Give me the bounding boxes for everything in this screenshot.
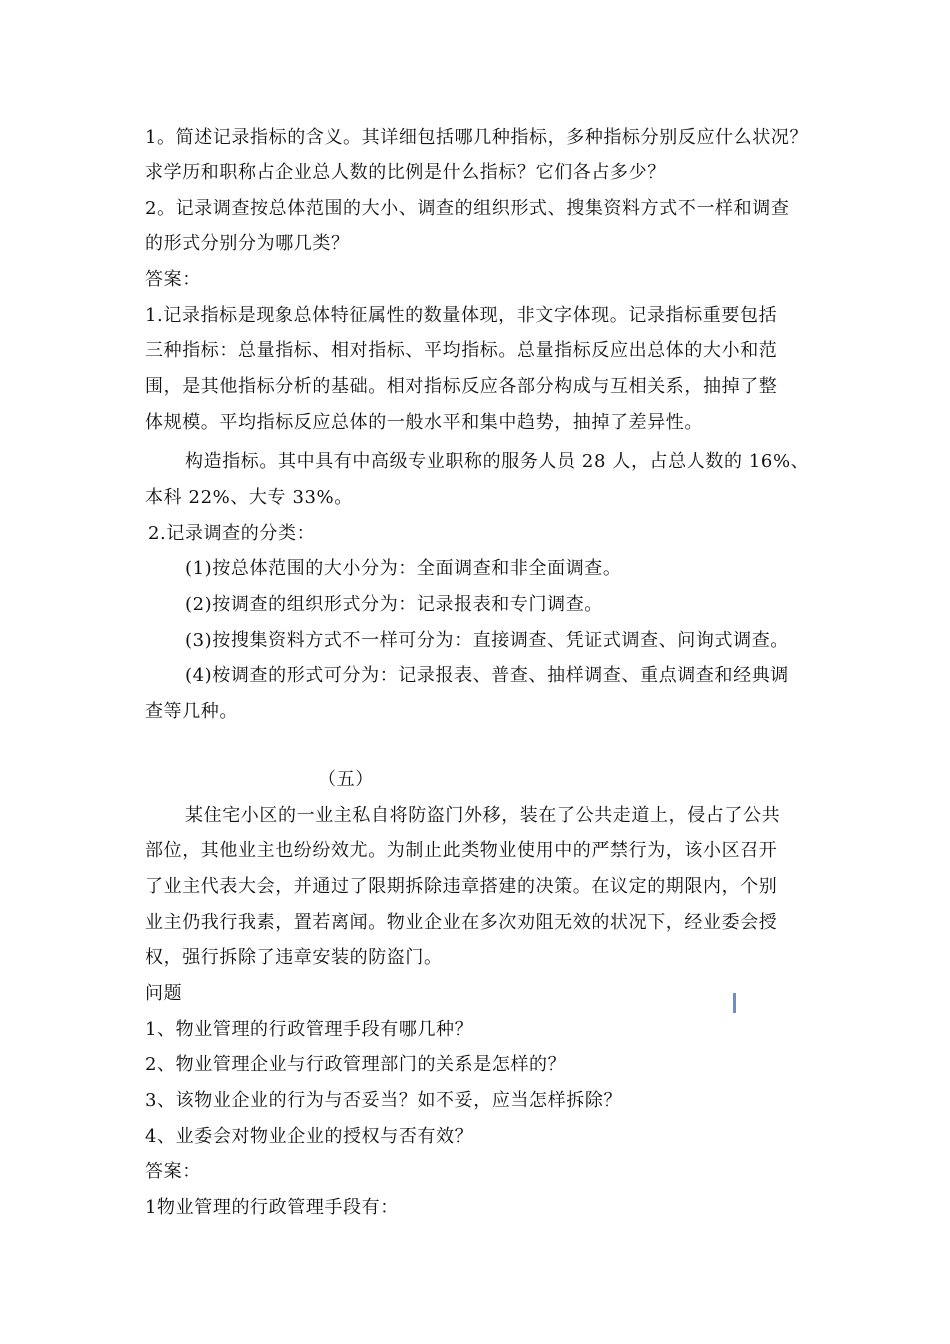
case-question-4: 4、业委会对物业企业的授权与否有效？	[145, 1126, 474, 1147]
question-1-line-2: 求学历和职称占企业总人数的比例是什么指标？它们各占多少？	[145, 162, 666, 183]
case-text-line-4: 业主仍我行我素，置若离闻。物业企业在多次劝阻无效的状况下，经业委会授	[145, 912, 778, 933]
case-text-line-3: 了业主代表大会，并通过了限期拆除违章搭建的决策。在议定的期限内，个别	[145, 876, 778, 897]
answer-1-line-3: 围，是其他指标分析的基础。相对指标反应各部分构成与互相关系，抽掉了整	[145, 376, 778, 397]
text-cursor-mark	[733, 993, 736, 1013]
classification-2: (2)按调查的组织形式分为：记录报表和专门调查。	[185, 594, 603, 615]
classification-1: (1)按总体范围的大小分为：全面调查和非全面调查。	[185, 558, 622, 579]
case-answer-1: 1物业管理的行政管理手段有：	[145, 1197, 399, 1218]
answer-2-heading: 2.记录调查的分类：	[148, 523, 316, 544]
answer-1-line-2: 三种指标：总量指标、相对指标、平均指标。总量指标反应出总体的大小和范	[145, 340, 778, 361]
section-heading: （五）	[318, 769, 374, 790]
case-question-1: 1、物业管理的行政管理手段有哪几种？	[145, 1019, 474, 1040]
questions-heading: 问题	[145, 983, 183, 1004]
question-1-line-1: 1。简述记录指标的含义。其详细包括哪几种指标，多种指标分别反应什么状况？	[145, 127, 809, 148]
question-2-line-2: 的形式分别分为哪几类？	[145, 233, 350, 254]
answer-1-line-4: 体规模。平均指标反应总体的一般水平和集中趋势，抽掉了差异性。	[145, 412, 703, 433]
answer-heading: 答案：	[145, 269, 201, 290]
structure-indicator-line-2: 本科 22%、大专 33%。	[145, 487, 353, 508]
case-answer-heading: 答案：	[145, 1161, 201, 1182]
case-question-3: 3、该物业企业的行为与否妥当？如不妥，应当怎样拆除？	[145, 1090, 623, 1111]
case-question-2: 2、物业管理企业与行政管理部门的关系是怎样的？	[145, 1054, 567, 1075]
case-text-line-1: 某住宅小区的一业主私自将防盗门外移，装在了公共走道上，侵占了公共	[185, 805, 781, 826]
structure-indicator-line-1: 构造指标。其中具有中高级专业职称的服务人员 28 人，占总人数的 16%、	[185, 451, 810, 472]
classification-3: (3)按搜集资料方式不一样可分为：直接调查、凭证式调查、问询式调查。	[185, 630, 789, 651]
classification-4-line-1: (4)桉调查的形式可分为：记录报表、普查、抽样调查、重点调查和经典调	[185, 665, 789, 686]
case-text-line-5: 权，强行拆除了违章安装的防盗门。	[145, 947, 443, 968]
classification-4-line-2: 查等几种。	[145, 701, 238, 722]
answer-1-line-1: 1.记录指标是现象总体特征属性的数量体现，非文字体现。记录指标重要包括	[145, 305, 778, 326]
question-2-line-1: 2。记录调查按总体范围的大小、调查的组织形式、搜集资料方式不一样和调查	[145, 198, 790, 219]
case-text-line-2: 部位，其他业主也纷纷效尤。为制止此类物业使用中的严禁行为，该小区召开	[145, 840, 778, 861]
